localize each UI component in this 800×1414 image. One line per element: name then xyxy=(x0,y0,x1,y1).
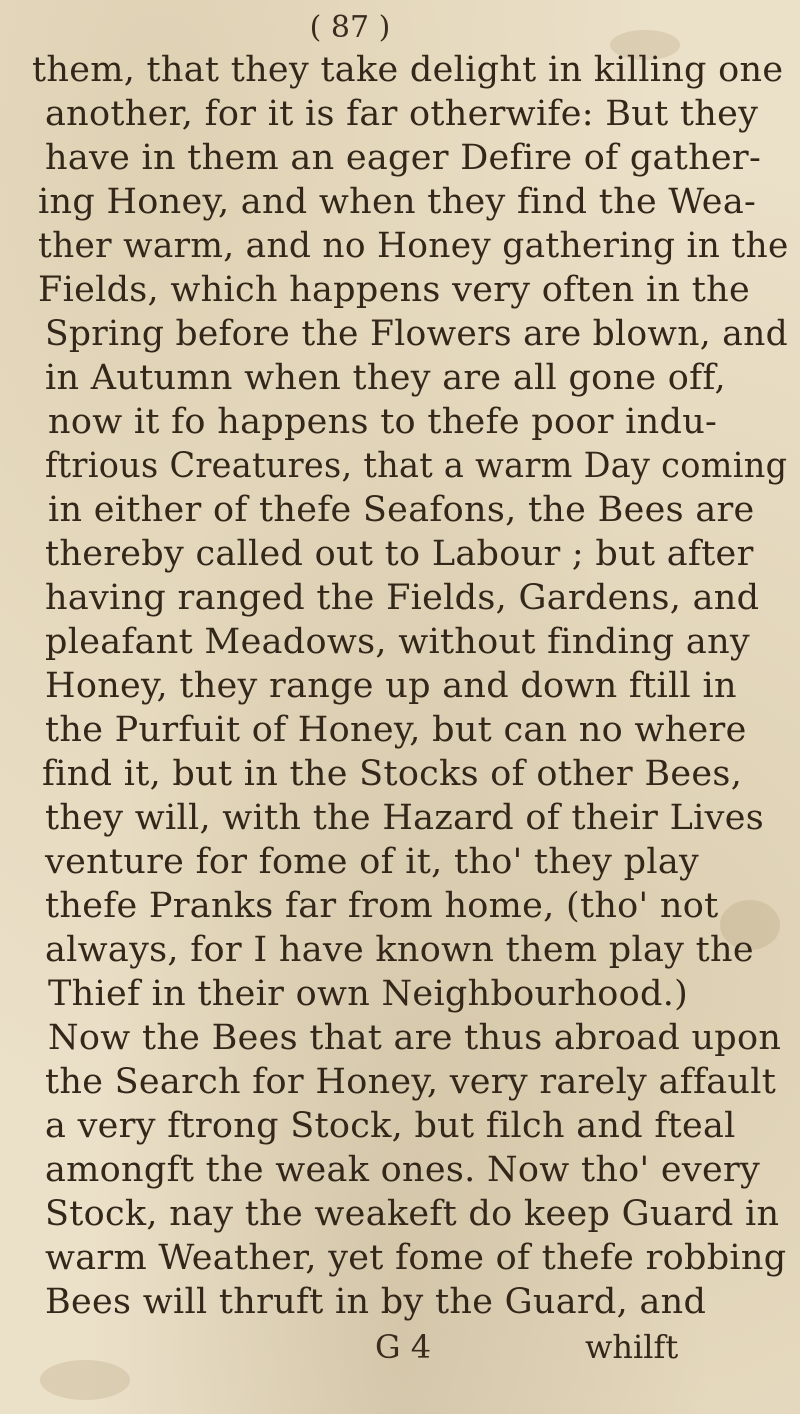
text-line: amongft the weak ones. Now tho' every xyxy=(45,1150,761,1190)
text-line: another, for it is far otherwife: But they xyxy=(45,94,759,134)
text-line: now it fo happens to thefe poor indu- xyxy=(48,402,718,442)
text-line: Spring before the Flowers are blown, and xyxy=(45,314,788,354)
page-footer xyxy=(0,1325,800,1369)
text-line: thereby called out to Labour ; but after xyxy=(45,534,754,574)
text-line: ftrious Creatures, that a warm Day coming xyxy=(45,446,788,486)
text-line: in Autumn when they are all gone off, xyxy=(45,358,726,398)
text-line: pleafant Meadows, without finding any xyxy=(45,622,750,662)
text-line: warm Weather, yet fome of thefe robbing xyxy=(45,1238,787,1278)
text-line: Honey, they range up and down ftill in xyxy=(45,666,737,706)
text-line: Thief in their own Neighbourhood.) xyxy=(48,974,689,1014)
page-number: ( 87 ) xyxy=(309,10,391,45)
text-line: them, that they take delight in killing one xyxy=(32,50,784,90)
text-line: venture for fome of it, tho' they play xyxy=(45,842,700,882)
text-line: ther warm, and no Honey gathering in the xyxy=(38,226,789,266)
text-line: the Purfuit of Honey, but can no where xyxy=(45,710,747,750)
text-line: thefe Pranks far from home, (tho' not xyxy=(45,886,719,926)
text-line: have in them an eager Defire of gather- xyxy=(45,138,762,178)
signature-mark: G 4 xyxy=(375,1328,432,1366)
text-line: always, for I have known them play the xyxy=(45,930,754,970)
text-line: a very ftrong Stock, but filch and fteal xyxy=(45,1106,736,1146)
text-line: the Search for Honey, very rarely affault xyxy=(45,1062,777,1102)
text-line: in either of thefe Seafons, the Bees are xyxy=(48,490,755,530)
text-line: ing Honey, and when they find the Wea- xyxy=(38,182,757,222)
catchword: whilft xyxy=(585,1328,679,1366)
text-line: Now the Bees that are thus abroad upon xyxy=(48,1018,782,1058)
text-line: Bees will thruft in by the Guard, and xyxy=(45,1282,707,1322)
text-line: find it, but in the Stocks of other Bees, xyxy=(42,754,743,794)
text-line: they will, with the Hazard of their Lives xyxy=(45,798,764,838)
text-line: Fields, which happens very often in the xyxy=(38,270,750,310)
text-line: Stock, nay the weakeft do keep Guard in xyxy=(45,1194,780,1234)
text-line: having ranged the Fields, Gardens, and xyxy=(45,578,760,618)
